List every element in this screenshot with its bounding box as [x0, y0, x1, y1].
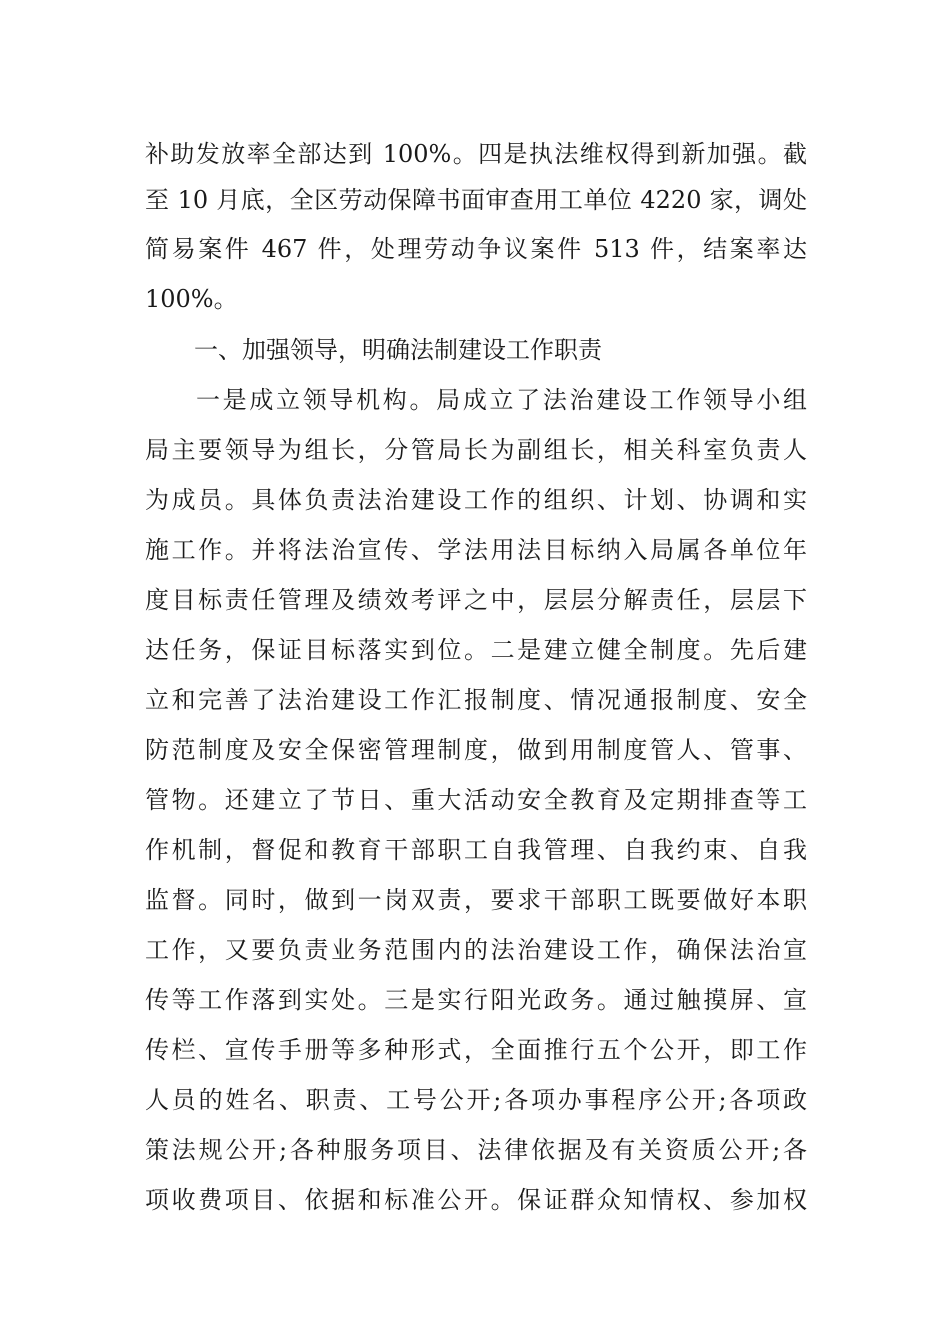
section-heading: 一、加强领导，明确法制建设工作职责: [194, 336, 602, 364]
body-text-line: 传栏、宣传手册等多种形式，全面推行五个公开，即工作: [145, 1036, 807, 1064]
body-text-line: 简易案件 467 件，处理劳动争议案件 513 件，结案率达: [145, 235, 807, 263]
body-text-line: 作机制，督促和教育干部职工自我管理、自我约束、自我: [145, 836, 807, 864]
body-text-line: 达任务，保证目标落实到位。二是建立健全制度。先后建: [145, 636, 807, 664]
body-text-line: 补助发放率全部达到 100%。四是执法维权得到新加强。截: [145, 140, 807, 168]
body-text-line: 监督。同时，做到一岗双责，要求干部职工既要做好本职: [145, 886, 807, 914]
body-text-line: 项收费项目、依据和标准公开。保证群众知情权、参加权: [145, 1186, 807, 1214]
paragraph-first-line: 一是成立领导机构。局成立了法治建设工作领导小组: [196, 386, 807, 414]
body-text-line: 至 10 月底，全区劳动保障书面审查用工单位 4220 家，调处: [145, 186, 807, 214]
body-text-line: 度目标责任管理及绩效考评之中，层层分解责任，层层下: [145, 586, 807, 614]
body-text-line: 施工作。并将法治宣传、学法用法目标纳入局属各单位年: [145, 536, 807, 564]
body-text-line: 为成员。具体负责法治建设工作的组织、计划、协调和实: [145, 486, 807, 514]
body-text-line: 防范制度及安全保密管理制度，做到用制度管人、管事、: [145, 736, 807, 764]
body-text-line: 局主要领导为组长，分管局长为副组长，相关科室负责人: [145, 436, 807, 464]
body-text-line: 人员的姓名、职责、工号公开;各项办事程序公开;各项政: [145, 1086, 807, 1114]
body-text-line: 策法规公开;各种服务项目、法律依据及有关资质公开;各: [145, 1136, 807, 1164]
body-text-line: 传等工作落到实处。三是实行阳光政务。通过触摸屏、宣: [145, 986, 807, 1014]
body-text-line: 管物。还建立了节日、重大活动安全教育及定期排查等工: [145, 786, 807, 814]
body-text-line: 100%。: [145, 285, 238, 313]
body-text-line: 工作，又要负责业务范围内的法治建设工作，确保法治宣: [145, 936, 807, 964]
body-text-line: 立和完善了法治建设工作汇报制度、情况通报制度、安全: [145, 686, 807, 714]
